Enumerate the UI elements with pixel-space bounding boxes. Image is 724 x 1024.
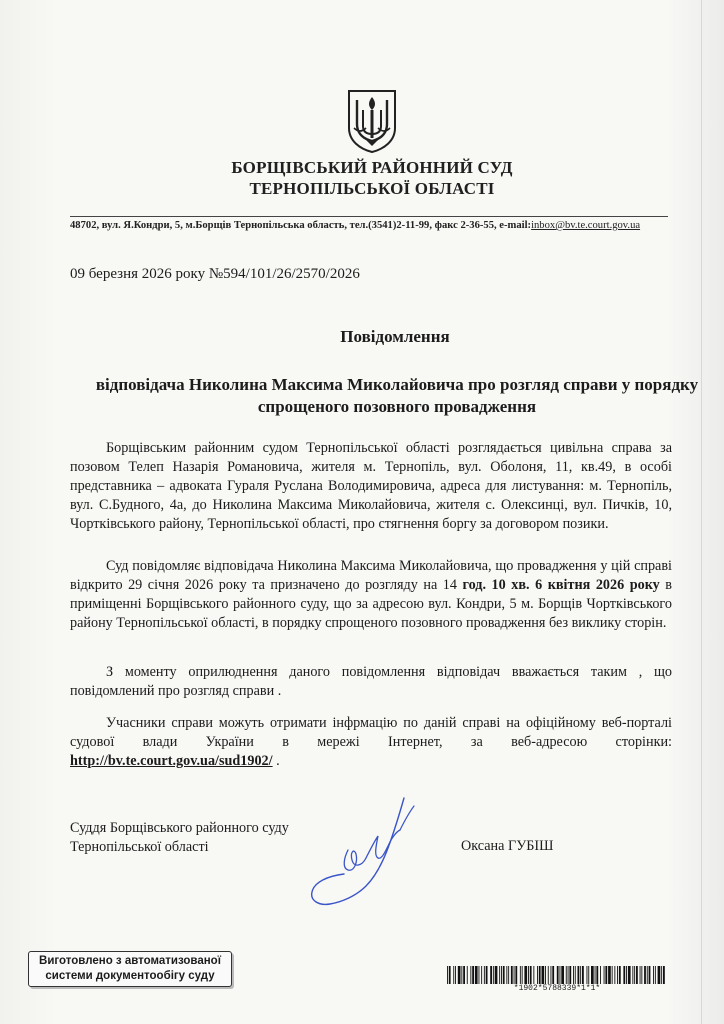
paragraph-web-info	[70, 714, 672, 771]
barcode-bar	[545, 966, 546, 984]
hearing-date-time: год. 10 хв. 6 квітня 2026 року	[462, 577, 660, 593]
stamp-line1: Виготовлено з автоматизованої	[39, 955, 221, 967]
paragraph-notification-effect: З моменту оприлюднення даного повідомлення відповідач вважається таким , що повідомлений про розгляд справи .	[70, 664, 672, 699]
judge-name: Оксана ГУБІШ	[461, 838, 554, 854]
barcode-bar	[566, 966, 567, 984]
barcode-bar	[530, 966, 532, 984]
barcode-bar	[447, 966, 448, 984]
barcode-bar	[470, 966, 471, 984]
hearing-text-a: Суд повідомляє відповідача Николина Максима Миколайовича, що провадження у цій справі відкрито 29 січня 2026 року та призначено до розгляду на 14	[70, 558, 672, 593]
court-website-link[interactable]: http://bv.te.court.gov.ua/sud1902/	[70, 753, 273, 769]
barcode-bar	[655, 966, 656, 984]
barcode-bar	[481, 966, 482, 984]
barcode-bar	[449, 966, 451, 984]
barcode-bar	[636, 966, 638, 984]
automated-system-stamp	[28, 951, 232, 987]
header-divider	[70, 216, 668, 217]
email-link[interactable]: inbox@bv.te.court.gov.ua	[531, 220, 641, 231]
barcode-number: *1902*5788339*1*1*	[513, 984, 601, 993]
page-edge	[701, 0, 702, 1024]
barcode-bar	[600, 966, 601, 984]
barcode-bar	[582, 966, 584, 984]
barcode-bar	[580, 966, 581, 984]
barcode-bar	[461, 966, 462, 984]
barcode-bar	[614, 966, 615, 984]
barcode-bar	[595, 966, 596, 984]
document-subtitle: відповідача Николина Максима Миколайовича про розгляд справи у порядку спрощеного позовного провадження	[95, 375, 699, 416]
barcode-bar	[514, 966, 515, 984]
barcode-bar	[634, 966, 635, 984]
barcode-bar	[605, 966, 607, 984]
barcode-bar	[542, 966, 545, 984]
barcode-bar	[573, 966, 574, 984]
stamp-line2: системи документообігу суду	[45, 970, 215, 982]
barcode-bar	[463, 966, 465, 984]
coat-of-arms-icon	[346, 88, 398, 154]
barcode-bar	[663, 966, 665, 984]
barcode-bar	[475, 966, 478, 984]
barcode-bar	[453, 966, 454, 984]
judge-position-line2: Тернопільської області	[70, 839, 209, 855]
paragraph-hearing-notice	[70, 557, 672, 633]
address-text: 48702, вул. Я.Кондри, 5, м.Борщів Тернопільська область, тел.(3541)2-11-99, факс 2-36-55, e-mail:	[70, 220, 532, 231]
handwritten-signature	[304, 792, 444, 922]
barcode-bar	[515, 966, 517, 984]
barcode-bar	[537, 966, 538, 984]
barcode-bar	[533, 966, 534, 984]
barcode-bar	[604, 966, 605, 984]
barcode-bar	[486, 966, 488, 984]
barcode-bar	[591, 966, 594, 984]
barcode-bar	[458, 966, 461, 984]
web-info-tail: .	[272, 753, 280, 769]
barcode-bar	[640, 966, 641, 984]
barcode-bar	[561, 966, 564, 984]
barcode-bar	[551, 966, 552, 984]
court-name-line2: ТЕРНОПІЛЬСЬКОЇ ОБЛАСТІ	[249, 179, 495, 198]
barcode-bar	[587, 966, 588, 984]
barcode-bar	[501, 966, 502, 984]
barcode-bar	[455, 966, 456, 984]
barcode-bar	[596, 966, 598, 984]
barcode-bar	[499, 966, 500, 984]
barcode-bar	[658, 966, 661, 984]
document-date-number: 09 березня 2026 року №594/101/26/2570/2026	[70, 266, 360, 282]
barcode-bar	[511, 966, 513, 984]
barcode-bar	[484, 966, 485, 984]
barcode-bar	[578, 966, 580, 984]
barcode-bar	[612, 966, 613, 984]
barcode-bar	[557, 966, 559, 984]
barcode-bar	[619, 966, 621, 984]
barcode-bar	[647, 966, 648, 984]
barcode-bar	[632, 966, 633, 984]
barcode-bar	[506, 966, 507, 984]
hearing-text-b: в приміщенні Борщівського районного суду, що за адресою вул. Кондри, 5 м. Борщів Чортківського району Тернопільської області, в порядку спрощеного позовного провадження без виклику сторін.	[70, 577, 673, 631]
barcode-bar	[503, 966, 505, 984]
barcode-bar	[495, 966, 498, 984]
barcode-bar	[661, 966, 662, 984]
barcode-bar	[649, 966, 651, 984]
barcode-bar	[560, 966, 561, 984]
barcode-bar	[548, 966, 549, 984]
barcode-bar	[628, 966, 631, 984]
barcode-bar	[588, 966, 589, 984]
barcode-bar	[508, 966, 509, 984]
barcode-bar	[490, 966, 492, 984]
barcode-bar	[568, 966, 569, 984]
barcode-bar	[617, 966, 618, 984]
judge-position	[70, 819, 289, 857]
barcode-bar	[539, 966, 541, 984]
barcode-bar	[641, 966, 642, 984]
barcode-bar	[623, 966, 625, 984]
barcode-bar	[493, 966, 494, 984]
barcode-bar	[520, 966, 521, 984]
barcode-bar	[653, 966, 654, 984]
court-address	[70, 220, 670, 231]
web-info-text: Учасники справи можуть отримати інфрмацію по даній справі на офіційному веб-порталі судової влади України в мережі Інтернет, за веб-адресою сторінки:	[70, 715, 672, 750]
barcode-bar	[524, 966, 527, 984]
paragraph-case-description: Борщівським районним судом Тернопільської області розглядається цивільна справа за позовом Телеп Назарія Романовича, жителя м. Тернопіль, вул. Оболоня, 11, кв.49, в особі представника – адвоката Гураля Руслана Володимировича, адреса для листування: м. Тернопіль, вул. С.Будного, 4а, до Николина Максима Миколайовича, жителя с. Олексинці, вул. Пичків, 10, Чортківського району, Тернопільської області, про стягнення боргу за договором позики.	[70, 440, 672, 532]
barcode-bar	[479, 966, 480, 984]
barcode-bar	[569, 966, 571, 984]
barcode-bar	[626, 966, 627, 984]
document-barcode	[447, 966, 667, 984]
barcode-bar	[467, 966, 468, 984]
barcode-bar	[575, 966, 576, 984]
barcode-bar	[528, 966, 529, 984]
court-name-line1: БОРЩІВСЬКИЙ РАЙОННИЙ СУД	[231, 158, 513, 177]
judge-position-line1: Суддя Борщівського районного суду	[70, 820, 289, 836]
barcode-bar	[608, 966, 611, 984]
barcode-bar	[472, 966, 474, 984]
document-title: Повідомлення	[340, 327, 450, 346]
barcode-bar	[552, 966, 554, 984]
barcode-bar	[644, 966, 646, 984]
barcode-bar	[522, 966, 523, 984]
